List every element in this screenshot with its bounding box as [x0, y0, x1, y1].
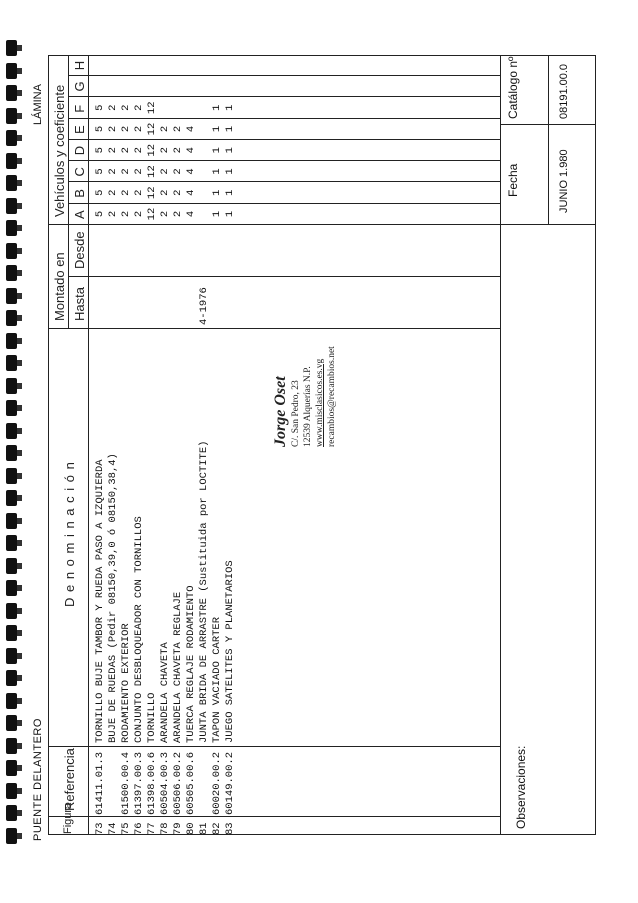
row-coef-d: 2 — [133, 147, 145, 154]
row-coef-b: 1 — [211, 189, 223, 196]
row-denominacion: RODAMIENTO EXTERIOR — [120, 623, 132, 743]
row-figura: 76 — [133, 822, 145, 835]
row-coef-e: 2 — [172, 125, 184, 133]
binding-ring — [6, 85, 17, 101]
row-coef-a: 2 — [133, 210, 145, 218]
header-denominacion: D e n o m i n a c i ó n — [62, 461, 77, 607]
table-row — [146, 55, 159, 835]
row-coef-d: 5 — [94, 147, 106, 154]
row-coef-b: 1 — [224, 189, 236, 196]
binding-ring — [6, 243, 17, 259]
row-coef-a: 2 — [159, 210, 171, 218]
row-coef-a: 1 — [224, 210, 236, 218]
stamp-name: Jorge Oset — [272, 376, 289, 447]
stamp-web: www.misclasicos.es.vg — [315, 358, 325, 447]
header-referencia: Referencia — [62, 748, 77, 811]
row-coef-d: 1 — [211, 147, 223, 154]
row-coef-f: 1 — [211, 104, 223, 111]
row-referencia: 61500.00.4 — [120, 751, 132, 815]
row-coef-f: 5 — [94, 104, 106, 111]
row-coef-b: 2 — [172, 189, 184, 196]
row-denominacion: JUEGO SATELITES Y PLANETARIOS — [224, 560, 236, 743]
binding-ring — [6, 738, 17, 754]
binding-ring — [6, 310, 17, 326]
header-figura: Figura — [62, 802, 74, 834]
header-montado: Montado en — [52, 252, 67, 321]
catalogo-value: 08191.00.0 — [558, 63, 570, 119]
row-figura: 74 — [107, 822, 119, 835]
binding-ring — [6, 175, 17, 191]
row-coef-e: 2 — [133, 125, 145, 133]
row-denominacion: ARANDELA CHAVETA — [159, 642, 171, 743]
catalog-sheet — [32, 48, 606, 843]
row-coef-b: 2 — [120, 189, 132, 196]
binding-ring — [6, 693, 17, 709]
binding-ring — [6, 648, 17, 664]
binding-ring — [6, 445, 17, 461]
fecha-label: Fecha — [506, 163, 520, 197]
coef-header-c: C — [72, 167, 87, 177]
row-coef-c: 4 — [185, 168, 197, 175]
row-coef-a: 5 — [94, 210, 106, 218]
row-coef-c: 1 — [211, 168, 223, 175]
table-row — [224, 55, 237, 835]
row-coef-f: 12 — [146, 101, 158, 115]
binding-ring — [6, 333, 17, 349]
coef-header-a: A — [72, 210, 87, 219]
row-denominacion: TORNILLO BUJE TAMBOR Y RUEDA PASO A IZQUIERDA — [94, 459, 106, 743]
row-denominacion: BUJE DE RUEDAS (Pedir 08150,39,0 ó 08150,38,4) — [107, 453, 119, 743]
row-coef-d: 4 — [185, 147, 197, 154]
row-figura: 79 — [172, 822, 184, 835]
binding-ring — [6, 783, 17, 799]
row-coef-f: 1 — [224, 104, 236, 111]
row-denominacion: TAPON VACIADO CARTER — [211, 616, 223, 743]
row-referencia: 60504.00.3 — [159, 751, 171, 815]
row-coef-e: 2 — [107, 125, 119, 133]
row-figura: 75 — [120, 822, 132, 835]
row-figura: 73 — [94, 822, 106, 835]
fecha-value: JUNIO 1.980 — [558, 149, 570, 213]
row-figura: 81 — [198, 822, 210, 835]
binding-ring — [6, 828, 17, 844]
row-coef-b: 5 — [94, 189, 106, 196]
row-coef-a: 2 — [172, 210, 184, 218]
row-coef-f: 2 — [133, 104, 145, 111]
row-coef-c: 2 — [159, 168, 171, 175]
row-coef-f: 2 — [120, 104, 132, 111]
binding-ring — [6, 603, 17, 619]
catalogo-label: Catálogo nº — [506, 56, 520, 119]
row-coef-d: 12 — [146, 143, 158, 157]
row-referencia: 60149.00.2 — [224, 751, 236, 815]
row-coef-b: 2 — [107, 189, 119, 196]
row-coef-b: 12 — [146, 186, 158, 200]
header-vehiculos: Vehículos y coeficiente — [52, 84, 67, 217]
coef-header-f: F — [72, 104, 87, 113]
binding-ring — [6, 558, 17, 574]
table-row — [185, 55, 198, 835]
row-coef-b: 2 — [133, 189, 145, 196]
coef-header-b: B — [72, 189, 87, 198]
row-coef-a: 12 — [146, 207, 158, 221]
row-coef-e: 12 — [146, 122, 158, 136]
row-coef-e: 2 — [120, 125, 132, 133]
row-coef-f: 2 — [107, 104, 119, 111]
table-row — [172, 55, 185, 835]
row-denominacion: ARANDELA CHAVETA REGLAJE — [172, 591, 184, 743]
page-label: PUENTE DELANTERO — [32, 718, 44, 841]
table-row — [133, 55, 146, 835]
row-coef-a: 2 — [107, 210, 119, 218]
row-coef-e: 5 — [94, 125, 106, 133]
binding-ring — [6, 423, 17, 439]
row-coef-c: 1 — [224, 168, 236, 175]
binding-ring — [6, 805, 17, 821]
row-coef-e: 2 — [159, 125, 171, 133]
row-denominacion: TUERCA REGLAJE RODAMIENTO — [185, 585, 197, 743]
row-figura: 78 — [159, 822, 171, 835]
binding-ring — [6, 288, 17, 304]
binding-ring — [6, 220, 17, 236]
table-row — [198, 55, 211, 835]
coef-header-d: D — [72, 145, 87, 156]
row-coef-c: 2 — [172, 168, 184, 175]
row-coef-d: 2 — [120, 147, 132, 154]
stamp-email: recambios@recambios.net — [327, 346, 337, 447]
row-referencia: 61397.00.3 — [133, 751, 145, 815]
binding-ring — [6, 580, 17, 596]
row-coef-c: 12 — [146, 165, 158, 178]
stamp-street: C/. San Pedro, 23 — [291, 380, 301, 447]
row-coef-e: 1 — [224, 125, 236, 133]
row-coef-a: 2 — [120, 210, 132, 218]
table-row — [120, 55, 133, 835]
spiral-binding — [6, 40, 20, 850]
header-hasta: Hasta — [72, 287, 87, 321]
row-coef-a: 1 — [211, 210, 223, 218]
row-coef-b: 4 — [185, 189, 197, 196]
binding-ring — [6, 670, 17, 686]
lamina-label: LÁMINA — [32, 84, 44, 125]
row-figura: 82 — [211, 822, 223, 835]
dealer-stamp — [272, 346, 338, 447]
binding-ring — [6, 535, 17, 551]
binding-ring — [6, 265, 17, 281]
table-row — [94, 55, 107, 835]
header-desde: Desde — [72, 231, 87, 269]
binding-ring — [6, 63, 17, 79]
row-denominacion: CONJUNTO DESBLOQUEADOR CON TORNILLOS — [133, 516, 145, 743]
coef-header-g: G — [72, 81, 87, 92]
row-coef-c: 2 — [120, 168, 132, 175]
row-coef-c: 2 — [133, 168, 145, 175]
binding-ring — [6, 468, 17, 484]
row-referencia: 60020.00.2 — [211, 751, 223, 815]
row-hasta: 4-1976 — [198, 287, 210, 325]
row-coef-a: 4 — [185, 210, 197, 218]
binding-ring — [6, 625, 17, 641]
row-denominacion: TORNILLO — [146, 692, 158, 743]
binding-ring — [6, 378, 17, 394]
binding-ring — [6, 760, 17, 776]
row-coef-d: 1 — [224, 147, 236, 154]
row-referencia: 60506.00.2 — [172, 751, 184, 815]
row-referencia: 60505.00.6 — [185, 751, 197, 815]
row-coef-d: 2 — [107, 147, 119, 154]
table-row — [159, 55, 172, 835]
row-figura: 80 — [185, 822, 197, 835]
row-coef-d: 2 — [172, 147, 184, 154]
row-coef-c: 5 — [94, 168, 106, 175]
binding-ring — [6, 400, 17, 416]
row-figura: 83 — [224, 822, 236, 835]
row-coef-e: 4 — [185, 125, 197, 133]
binding-ring — [6, 715, 17, 731]
binding-ring — [6, 513, 17, 529]
footer-line — [500, 55, 501, 835]
row-coef-c: 2 — [107, 168, 119, 175]
binding-ring — [6, 40, 17, 56]
binding-ring — [6, 355, 17, 371]
footer-line — [548, 55, 549, 225]
row-figura: 77 — [146, 822, 158, 835]
coef-header-h: H — [72, 60, 87, 71]
subheader-line — [68, 55, 69, 329]
table-row — [107, 55, 120, 835]
footer-divider — [500, 124, 596, 125]
observaciones-label: Observaciones: — [514, 745, 528, 829]
rotated-table — [32, 48, 606, 843]
binding-ring — [6, 198, 17, 214]
row-referencia: 61411.01.3 — [94, 751, 106, 815]
row-referencia: 61398.00.6 — [146, 751, 158, 815]
binding-ring — [6, 490, 17, 506]
binding-ring — [6, 108, 17, 124]
binding-ring — [6, 130, 17, 146]
table-row — [211, 55, 224, 835]
binding-ring — [6, 153, 17, 169]
row-denominacion: JUNTA BRIDA DE ARRASTRE (Sustituida por LOCTITE) — [198, 440, 210, 743]
row-coef-d: 2 — [159, 147, 171, 154]
row-coef-e: 1 — [211, 125, 223, 133]
stamp-city: 12539 Alquerías N.P. — [303, 366, 313, 447]
row-coef-b: 2 — [159, 189, 171, 196]
coef-header-e: E — [72, 125, 87, 134]
